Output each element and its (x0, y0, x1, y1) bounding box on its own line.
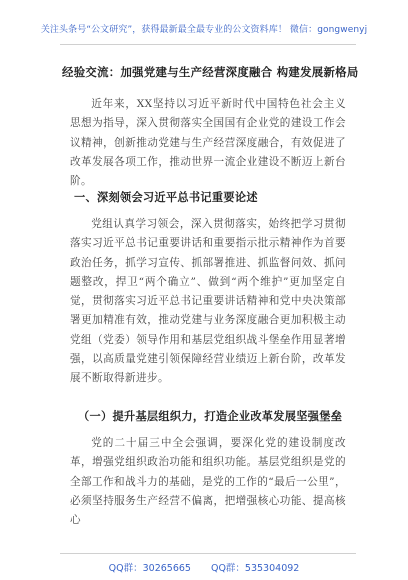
paragraph-subsection-1: 党的二十届三中全会强调，要深化党的建设制度改革，增强党组织政治功能和组织功能。基层党组织是党的全部工作和战斗力的基础，是党的工作的“最后一公里”，必须坚持服务生产经营不偏离，把增强核心功能、提高核心 (70, 437, 346, 527)
section-heading-1: 一、深刻领会习近平总书记重要论述 (74, 190, 258, 204)
footer-divider (60, 553, 356, 554)
document-title: 经验交流：加强党建与生产经营深度融合 构建发展新格局 (62, 65, 359, 79)
subsection-heading-1: （一）提升基层组织力，打造企业改革发展坚强堡垒 (78, 409, 343, 423)
paragraph-section-1: 党组认真学习领会，深入贯彻落实，始终把学习贯彻落实习近平总书记重要讲话和重要指示批示精神作为首要政治任务，抓学习宣传、抓部署推进、抓监督问效、抓问题整改，捍卫“两个确立”、做到“两个维护”更加坚定自觉，贯彻落实习近平总书记重要讲话精神和党中央决策部署更加精准有效，推动党建与业务深度融合更加积极主动党组（党委）领导作用和基层党组织战斗堡垒作用显著增强，以高质量党建引领保障经营业绩迈上新台阶，改革发展不断取得新进步。 (70, 218, 346, 385)
qq-group-2: QQ群：535304092 (210, 563, 300, 574)
paragraph-intro: 近年来，XX坚持以习近平新时代中国特色社会主义思想为指导，深入贯彻落实全国国有企业党的建设工作会议精神，创新推动党建与生产经营深度融合，有效促进了改革发展各项工作，推动世界一流企业建设不断迈上新台阶。 (70, 98, 346, 188)
footer (0, 560, 408, 574)
qq-group-1: QQ群：30265665 (108, 563, 191, 574)
header-divider (60, 44, 356, 45)
promo-banner: 关注头条号“公文研究”，获得最新最全最专业的公文资料库！ 微信：gongwenyj (40, 25, 368, 35)
